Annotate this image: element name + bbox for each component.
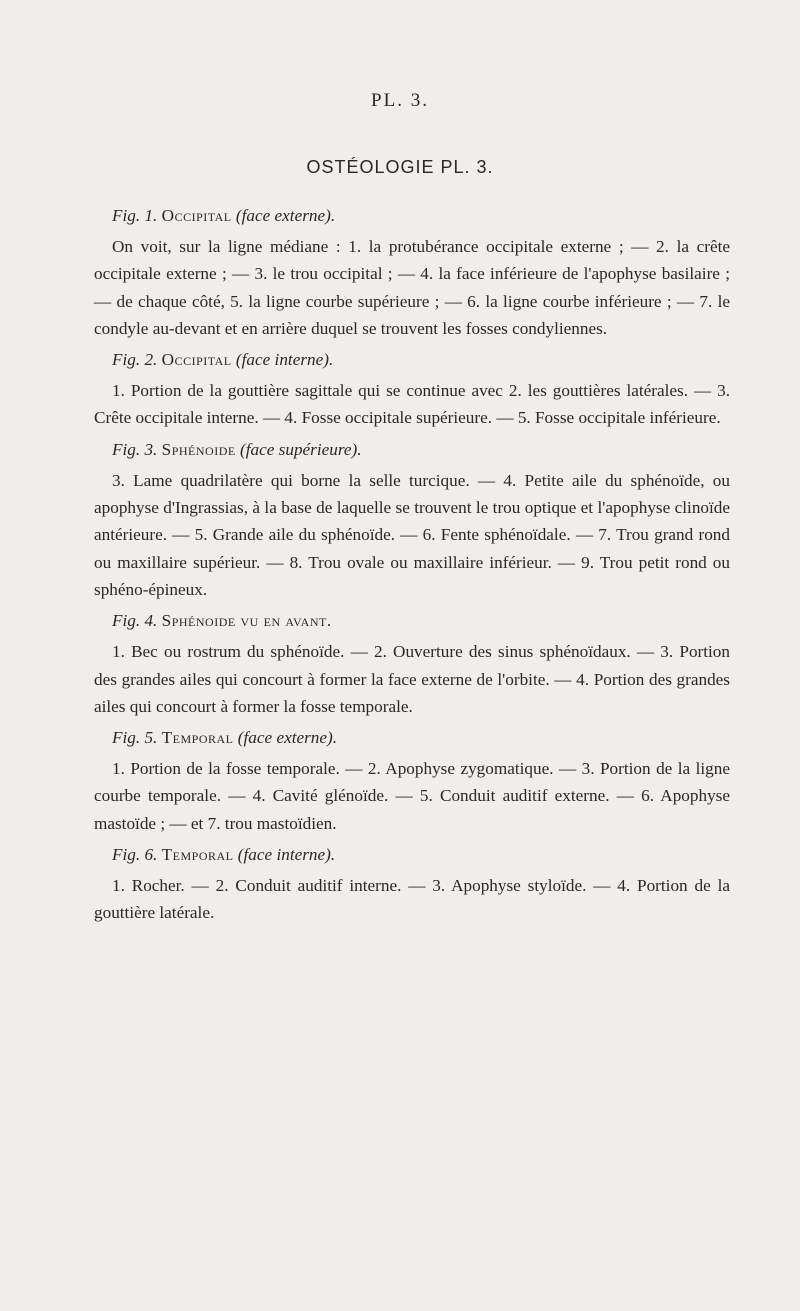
figure-description: 1. Bec ou rostrum du sphénoïde. — 2. Ouverture des sinus sphénoïdaux. — 3. Portion des grandes ailes qui concourt à former la face externe de l'orbite. — 4. Portion des grandes ailes qui concourt à former la fosse temporale. [94, 642, 730, 716]
figure-label: Fig. 2. [112, 350, 158, 370]
figure-heading [94, 432, 730, 467]
figure-heading [94, 603, 730, 638]
page-title: OSTÉOLOGIE PL. 3. [306, 157, 494, 177]
figure-description: 3. Lame quadrilatère qui borne la selle turcique. — 4. Petite aile du sphénoïde, ou apophyse d'Ingrassias, à la base de laquelle se trouvent le trou optique et l'apophyse clinoïde antérieure. — 5. Grande aile du sphénoïde. — 6. Fente sphénoïdale. — 7. Trou grand rond ou maxillaire supérieur. — 8. Trou ovale ou maxillaire inférieur. — 9. Trou petit rond ou sphéno-épineux. [94, 470, 730, 599]
figure-heading [94, 342, 730, 377]
bone-name: Temporal [161, 845, 234, 865]
figure-legends [94, 198, 730, 927]
figure-heading [94, 198, 730, 233]
figure-view: (face externe). [237, 728, 338, 748]
figure-heading [94, 837, 730, 872]
figure-label: Fig. 6. [112, 845, 158, 865]
figure-description: On voit, sur la ligne médiane : 1. la protubérance occipitale externe ; — 2. la crête occipitale externe ; — 3. le trou occipital ; — 4. la face inférieure de l'apophyse basilaire ; — de chaque côté, 5. la ligne courbe supérieure ; — 6. la ligne courbe inférieure ; — 7. le condyle au-devant et en arrière duquel se trouvent les fosses condyliennes. [94, 237, 730, 338]
bone-name: Occipital [161, 350, 232, 370]
figure-label: Fig. 5. [112, 728, 158, 748]
figure-label: Fig. 4. [112, 611, 158, 631]
figure-heading [94, 720, 730, 755]
figure-view: (face externe). [235, 206, 336, 225]
figure-view: (face supérieure). [240, 439, 362, 459]
bone-name: Temporal [161, 728, 234, 748]
figure-view: (face interne). [237, 845, 336, 865]
bone-name: Occipital [161, 206, 232, 225]
bone-name: Sphénoide vu en avant. [161, 611, 332, 631]
figure-description: 1. Portion de la gouttière sagittale qui se continue avec 2. les gouttières latérales. — 3. Crête occipitale interne. — 4. Fosse occipitale supérieure. — 5. Fosse occipitale inférieure. [94, 381, 730, 428]
figure-description: 1. Rocher. — 2. Conduit auditif interne. — 3. Apophyse styloïde. — 4. Portion de la gouttière latérale. [94, 876, 730, 923]
figure-label: Fig. 3. [112, 439, 158, 459]
figure-label: Fig. 1. [112, 206, 158, 225]
figure-description: 1. Portion de la fosse temporale. — 2. Apophyse zygomatique. — 3. Portion de la ligne courbe temporale. — 4. Cavité glénoïde. — 5. Conduit auditif externe. — 6. Apophyse mastoïde ; — et 7. trou mastoïdien. [94, 759, 730, 833]
bone-name: Sphénoide [161, 439, 236, 459]
plate-number: PL. 3. [371, 90, 429, 111]
figure-view: (face interne). [235, 350, 334, 370]
